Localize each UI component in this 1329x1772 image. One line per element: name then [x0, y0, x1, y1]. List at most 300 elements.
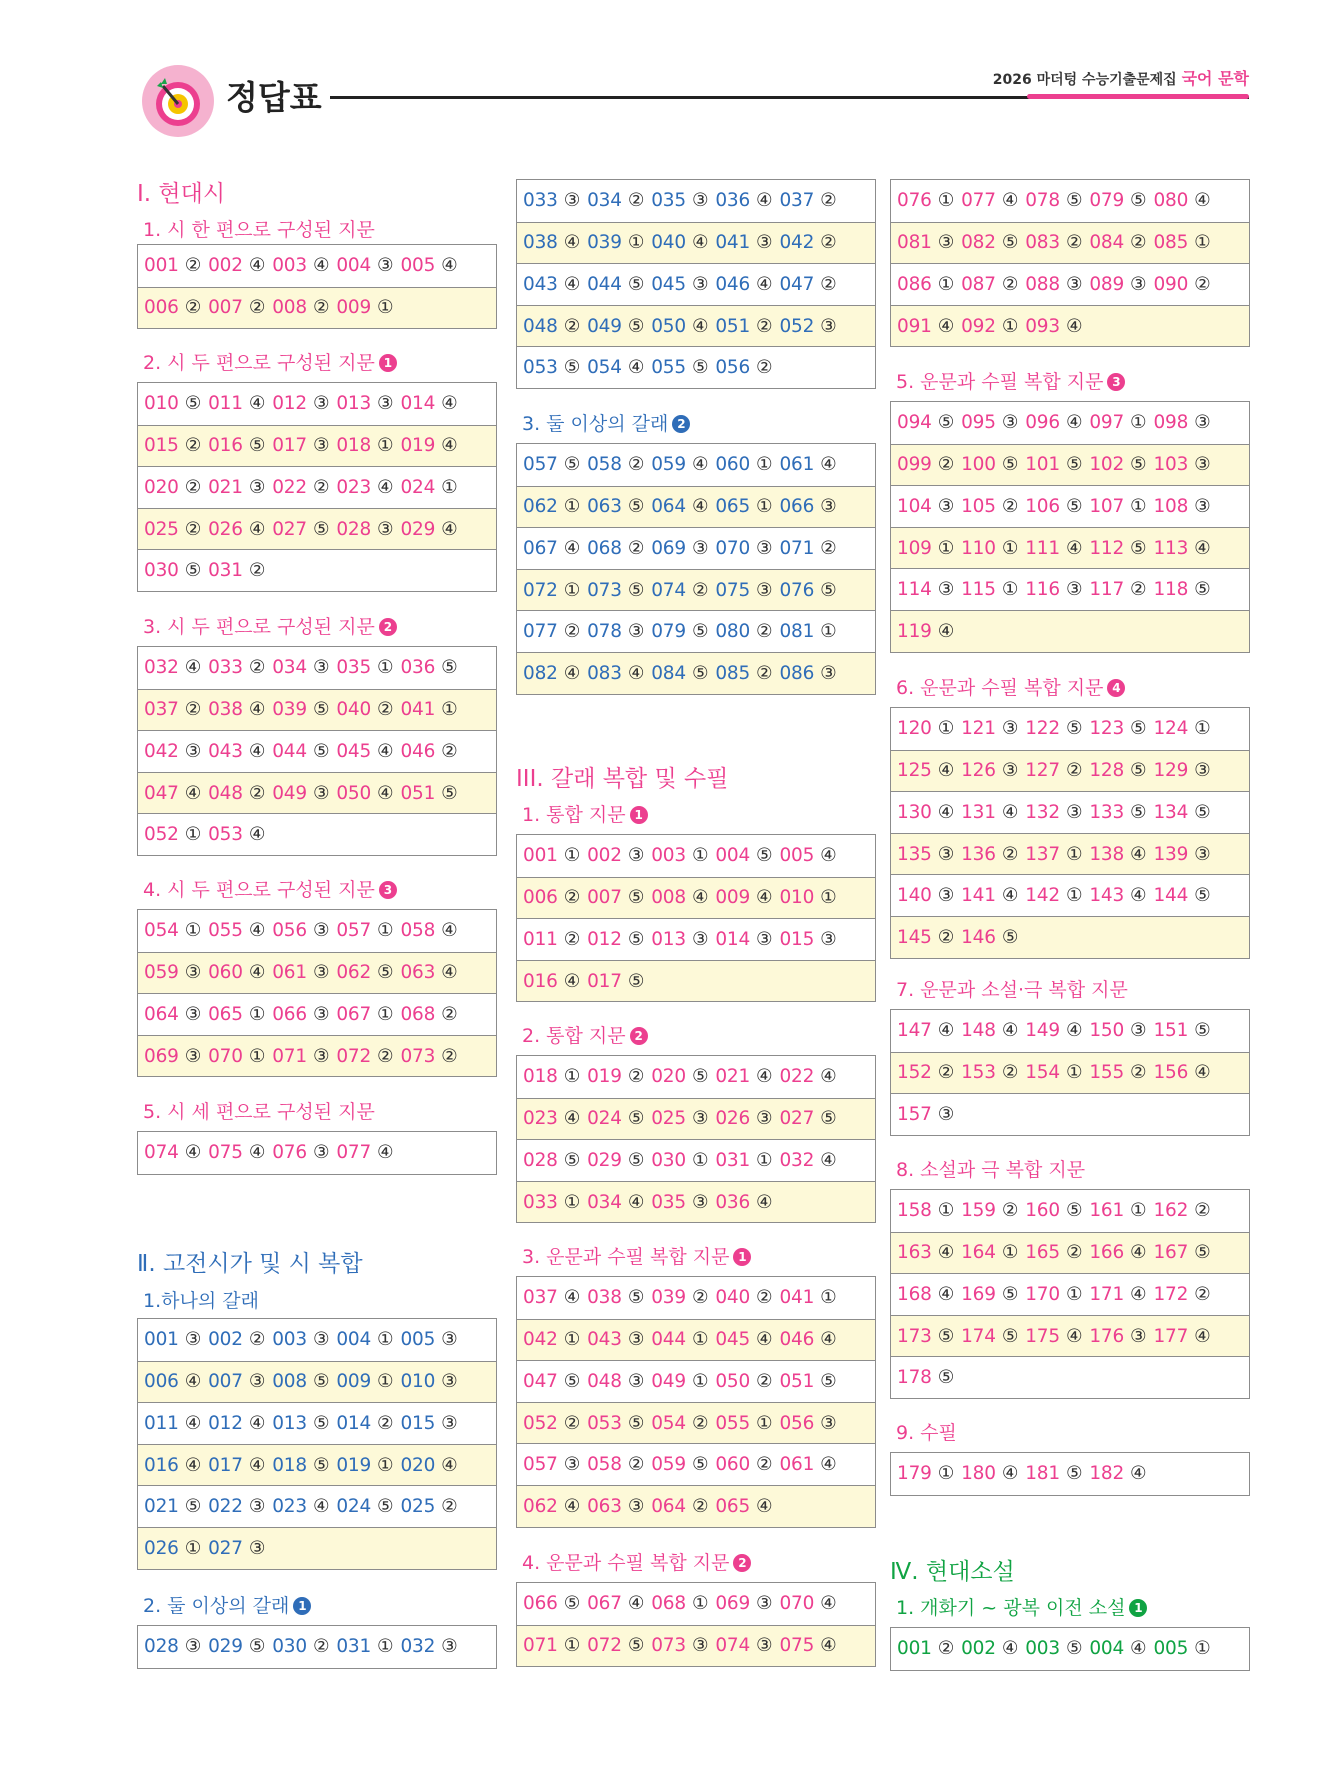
question-number: 079: [1089, 190, 1125, 212]
question-number: 045: [651, 273, 686, 295]
answer-choice: ④: [248, 962, 266, 984]
question-number: 074: [144, 1142, 179, 1164]
question-number: 132: [1025, 801, 1060, 823]
question-number: 182: [1089, 1463, 1125, 1485]
answer-choice: ②: [1065, 232, 1083, 254]
question-number: 005: [1153, 1638, 1189, 1660]
question-number: 078: [587, 621, 622, 643]
question-number: 004: [1089, 1638, 1125, 1660]
question-number: 075: [779, 1635, 815, 1657]
answer-choice: ①: [937, 1200, 955, 1222]
question-number: 026: [144, 1537, 179, 1559]
question-number: 163: [897, 1242, 932, 1264]
answer-choice: ④: [1001, 885, 1019, 907]
answer-choice: ④: [820, 1329, 837, 1351]
section-title: [143, 1097, 375, 1124]
question-number: 032: [779, 1149, 815, 1171]
question-number: 051: [715, 315, 751, 337]
question-number: 069: [715, 1593, 751, 1615]
answer-choice: ②: [1130, 579, 1147, 601]
answer-choice: ④: [1001, 1463, 1019, 1485]
answer-choice: ⑤: [1130, 537, 1147, 559]
question-number: 015: [144, 435, 179, 457]
question-number: 015: [779, 928, 815, 950]
question-number: 043: [208, 740, 243, 762]
question-number: 039: [587, 232, 622, 254]
question-number: 018: [523, 1066, 558, 1088]
answer-choice: ④: [937, 1020, 955, 1042]
part-title: Ⅱ. 고전시가 및 시 복합: [137, 1251, 363, 1277]
answer-choice: ④: [1130, 885, 1147, 907]
question-number: 065: [208, 1003, 243, 1025]
question-number: 104: [897, 495, 932, 517]
answer-row: [138, 245, 496, 287]
question-number: 159: [961, 1200, 996, 1222]
answer-choice: ⑤: [248, 435, 266, 457]
answer-choice: ②: [820, 190, 837, 212]
question-number: 058: [587, 454, 622, 476]
answer-choice: ④: [691, 454, 709, 476]
question-number: 029: [587, 1149, 622, 1171]
answer-choice: ①: [1130, 495, 1147, 517]
answer-choice: ①: [377, 1636, 394, 1658]
question-number: 147: [897, 1020, 932, 1042]
question-number: 090: [1153, 273, 1189, 295]
question-number: 107: [1089, 495, 1125, 517]
answer-choice: ②: [937, 1062, 955, 1084]
answer-choice: ①: [563, 1066, 581, 1088]
answer-choice: ①: [756, 496, 773, 518]
section-title-text: 1. 시 한 편으로 구성된 지문: [143, 219, 375, 241]
answer-choice: ⑤: [248, 1636, 266, 1658]
question-number: 028: [523, 1149, 558, 1171]
answer-choice: ②: [184, 699, 202, 721]
question-number: 034: [587, 1191, 622, 1213]
answer-choice: ①: [441, 699, 458, 721]
question-number: 035: [336, 657, 372, 679]
answer-choice: ④: [563, 970, 581, 992]
answer-row: [891, 222, 1249, 264]
answer-choice: ②: [1065, 760, 1083, 782]
answer-row: [517, 960, 875, 1002]
question-number: 067: [523, 537, 558, 559]
answer-choice: ②: [184, 297, 202, 319]
answer-choice: ④: [937, 620, 955, 642]
answer-choice: ②: [691, 1495, 709, 1517]
question-number: 021: [208, 476, 243, 498]
book-info: [993, 66, 1249, 89]
answer-choice: ④: [563, 1287, 581, 1309]
answer-choice: ④: [691, 496, 709, 518]
answer-choice: ④: [184, 1142, 202, 1164]
answer-choice: ④: [441, 435, 458, 457]
question-number: 001: [144, 1329, 179, 1351]
question-number: 105: [961, 495, 996, 517]
answer-choice: ①: [377, 657, 394, 679]
section-title-text: 2. 통합 지문: [522, 1025, 626, 1047]
question-number: 042: [523, 1329, 558, 1351]
answer-choice: ⑤: [1001, 1325, 1019, 1347]
answer-choice: ①: [377, 435, 394, 457]
question-number: 005: [779, 845, 815, 867]
question-number: 149: [1025, 1020, 1060, 1042]
answer-choice: ⑤: [1065, 1200, 1083, 1222]
question-number: 068: [587, 537, 622, 559]
answer-choice: ②: [756, 357, 773, 379]
question-number: 071: [523, 1635, 558, 1657]
question-number: 074: [651, 579, 686, 601]
section-title-text: 2. 둘 이상의 갈래: [143, 1595, 290, 1617]
answer-table: [137, 382, 497, 592]
question-number: 010: [400, 1371, 436, 1393]
question-number: 010: [779, 887, 815, 909]
answer-choice: ⑤: [627, 579, 645, 601]
question-number: 051: [400, 782, 436, 804]
question-number: 011: [523, 928, 558, 950]
answer-choice: ②: [184, 476, 202, 498]
question-number: 059: [144, 962, 179, 984]
question-number: 160: [1025, 1200, 1060, 1222]
answer-choice: ①: [756, 1149, 773, 1171]
question-number: 038: [208, 699, 243, 721]
question-number: 067: [587, 1593, 622, 1615]
answer-choice: ②: [820, 537, 837, 559]
question-number: 032: [144, 657, 179, 679]
question-number: 110: [961, 537, 996, 559]
question-number: 004: [336, 255, 372, 277]
question-number: 064: [651, 1495, 686, 1517]
section-title: [896, 1155, 1085, 1182]
question-number: 086: [779, 662, 815, 684]
section-title-text: 5. 운문과 수필 복합 지문: [896, 371, 1104, 393]
question-number: 161: [1089, 1200, 1125, 1222]
question-number: 001: [897, 1638, 932, 1660]
question-number: 020: [144, 476, 179, 498]
question-number: 029: [400, 518, 436, 540]
part-title: Ⅳ. 현대소설: [890, 1559, 1015, 1585]
question-number: 039: [272, 699, 307, 721]
question-number: 140: [897, 885, 932, 907]
question-number: 072: [587, 1635, 622, 1657]
question-number: 115: [961, 579, 996, 601]
section-title-text: 1. 통합 지문: [522, 804, 626, 826]
section-number-badge: 2: [733, 1554, 751, 1572]
answer-choice: ③: [1130, 1325, 1147, 1347]
answer-table: [137, 646, 497, 856]
section-title: [896, 673, 1125, 700]
question-number: 022: [208, 1496, 243, 1518]
answer-choice: ④: [248, 699, 266, 721]
answer-choice: ③: [563, 1454, 581, 1476]
answer-choice: ④: [377, 1142, 394, 1164]
question-number: 078: [1025, 190, 1060, 212]
answer-choice: ③: [820, 496, 837, 518]
section-title: [522, 409, 690, 436]
question-number: 047: [523, 1370, 558, 1392]
answer-choice: ①: [756, 1412, 773, 1434]
question-number: 119: [897, 620, 932, 642]
answer-row: [891, 263, 1249, 305]
question-number: 128: [1089, 760, 1125, 782]
question-number: 028: [336, 518, 372, 540]
answer-table: [137, 909, 497, 1077]
answer-row: [138, 1444, 496, 1486]
answer-choice: ③: [756, 537, 773, 559]
answer-choice: ④: [441, 393, 458, 415]
answer-row: [517, 1443, 875, 1485]
question-number: 033: [523, 190, 558, 212]
answer-choice: ①: [563, 845, 581, 867]
question-number: 039: [651, 1287, 686, 1309]
question-number: 036: [715, 1191, 751, 1213]
answer-choice: ⑤: [1001, 926, 1019, 948]
section-title-text: 4. 시 두 편으로 구성된 지문: [143, 879, 375, 901]
question-number: 084: [1089, 232, 1125, 254]
answer-choice: ④: [441, 920, 458, 942]
answer-choice: ②: [1001, 843, 1019, 865]
section-title-text: 3. 운문과 수필 복합 지문: [522, 1246, 730, 1268]
part-title: Ⅰ. 현대시: [137, 181, 226, 207]
section-title: [896, 367, 1125, 394]
question-number: 014: [715, 928, 751, 950]
answer-choice: ③: [756, 1593, 773, 1615]
question-number: 024: [587, 1108, 622, 1130]
answer-choice: ④: [248, 518, 266, 540]
question-number: 084: [651, 662, 686, 684]
answer-choice: ②: [377, 1045, 394, 1067]
question-number: 037: [523, 1287, 558, 1309]
question-number: 137: [1025, 843, 1060, 865]
question-number: 066: [779, 496, 815, 518]
section-title-text: 1.하나의 갈래: [143, 1290, 259, 1312]
answer-row: [517, 918, 875, 960]
answer-choice: ②: [563, 1412, 581, 1434]
question-number: 085: [715, 662, 751, 684]
answer-choice: ⑤: [1065, 190, 1083, 212]
answer-choice: ②: [1194, 1283, 1211, 1305]
question-number: 167: [1153, 1242, 1189, 1264]
question-number: 077: [523, 621, 558, 643]
answer-choice: ④: [184, 782, 202, 804]
answer-choice: ⑤: [1194, 1242, 1211, 1264]
question-number: 033: [208, 657, 243, 679]
page-title: 정답표: [226, 78, 322, 117]
question-number: 060: [715, 454, 751, 476]
question-number: 151: [1153, 1020, 1189, 1042]
answer-choice: ①: [1001, 1242, 1019, 1264]
answer-choice: ⑤: [627, 1287, 645, 1309]
question-number: 061: [779, 1454, 815, 1476]
answer-row: [138, 508, 496, 550]
answer-choice: ③: [627, 621, 645, 643]
question-number: 025: [651, 1108, 686, 1130]
question-number: 012: [587, 928, 622, 950]
question-number: 153: [961, 1062, 996, 1084]
answer-choice: ③: [937, 579, 955, 601]
question-number: 003: [651, 845, 686, 867]
answer-choice: ④: [937, 801, 955, 823]
answer-choice: ③: [184, 962, 202, 984]
answer-table: [890, 1009, 1250, 1136]
answer-choice: ④: [1130, 1242, 1147, 1264]
question-number: 004: [336, 1329, 372, 1351]
answer-choice: ⑤: [1065, 1463, 1083, 1485]
answer-choice: ⑤: [312, 740, 330, 762]
question-number: 092: [961, 315, 996, 337]
question-number: 029: [208, 1636, 243, 1658]
answer-choice: ①: [1194, 1638, 1211, 1660]
question-number: 168: [897, 1283, 932, 1305]
answer-choice: ⑤: [691, 621, 709, 643]
answer-table: [137, 1625, 497, 1669]
answer-choice: ⑤: [691, 357, 709, 379]
question-number: 121: [961, 718, 996, 740]
question-number: 027: [779, 1108, 815, 1130]
question-number: 100: [961, 454, 996, 476]
answer-choice: ③: [1130, 1020, 1147, 1042]
answer-row: [891, 874, 1249, 916]
answer-row: [517, 346, 875, 388]
question-number: 054: [144, 920, 179, 942]
question-number: 054: [651, 1412, 686, 1434]
answer-choice: ④: [377, 740, 394, 762]
answer-choice: ②: [756, 1370, 773, 1392]
answer-row: [891, 708, 1249, 750]
question-number: 049: [651, 1370, 686, 1392]
answer-choice: ③: [248, 1496, 266, 1518]
question-number: 148: [961, 1020, 996, 1042]
answer-choice: ③: [312, 1329, 330, 1351]
answer-choice: ④: [1001, 801, 1019, 823]
answer-choice: ⑤: [1194, 801, 1211, 823]
question-number: 117: [1089, 579, 1125, 601]
question-number: 017: [272, 435, 307, 457]
answer-choice: ②: [441, 1045, 458, 1067]
answer-choice: ③: [312, 435, 330, 457]
answer-choice: ②: [1001, 273, 1019, 295]
answer-choice: ⑤: [563, 1149, 581, 1171]
answer-choice: ③: [1001, 718, 1019, 740]
answer-choice: ⑤: [1001, 454, 1019, 476]
answer-choice: ②: [1001, 1062, 1019, 1084]
question-number: 060: [208, 962, 243, 984]
answer-choice: ④: [756, 887, 773, 909]
question-number: 097: [1089, 412, 1125, 434]
question-number: 058: [587, 1454, 622, 1476]
question-number: 018: [272, 1454, 307, 1476]
answer-choice: ④: [820, 845, 837, 867]
question-number: 076: [897, 190, 932, 212]
answer-choice: ②: [248, 297, 266, 319]
question-number: 093: [1025, 315, 1060, 337]
question-number: 079: [651, 621, 686, 643]
answer-choice: ②: [756, 1287, 773, 1309]
answer-choice: ③: [820, 1412, 837, 1434]
question-number: 006: [523, 887, 558, 909]
answer-choice: ③: [1065, 579, 1083, 601]
question-number: 181: [1025, 1463, 1060, 1485]
section-number-badge: 3: [1107, 373, 1125, 391]
answer-choice: ④: [756, 1066, 773, 1088]
question-number: 043: [587, 1329, 622, 1351]
question-number: 008: [272, 297, 307, 319]
answer-row: [138, 1527, 496, 1569]
answer-row: [138, 772, 496, 814]
answer-row: [138, 910, 496, 952]
answer-choice: ③: [312, 920, 330, 942]
answer-row: [891, 1190, 1249, 1232]
answer-choice: ③: [312, 393, 330, 415]
answer-row: [138, 730, 496, 772]
question-number: 046: [400, 740, 436, 762]
answer-row: [138, 383, 496, 425]
answer-choice: ③: [756, 1635, 773, 1657]
answer-choice: ②: [627, 537, 645, 559]
question-number: 062: [523, 496, 558, 518]
answer-choice: ⑤: [312, 699, 330, 721]
answer-choice: ④: [820, 1454, 837, 1476]
question-number: 001: [523, 845, 558, 867]
answer-choice: ③: [627, 1495, 645, 1517]
question-number: 134: [1153, 801, 1189, 823]
answer-choice: ①: [756, 454, 773, 476]
question-number: 072: [336, 1045, 372, 1067]
answer-choice: ⑤: [1194, 885, 1211, 907]
section-number-badge: 2: [630, 1027, 648, 1045]
answer-row: [891, 610, 1249, 652]
answer-choice: ②: [756, 662, 773, 684]
answer-row: [891, 1010, 1249, 1052]
question-number: 030: [272, 1636, 307, 1658]
question-number: 082: [523, 662, 558, 684]
answer-choice: ⑤: [563, 1370, 581, 1392]
answer-row: [891, 833, 1249, 875]
answer-choice: ④: [820, 1593, 837, 1615]
answer-choice: ①: [1001, 579, 1019, 601]
question-number: 070: [715, 537, 751, 559]
question-number: 127: [1025, 760, 1060, 782]
answer-row: [517, 1181, 875, 1223]
target-icon: [141, 64, 215, 138]
section-number-badge: 3: [379, 881, 397, 899]
question-number: 094: [897, 412, 932, 434]
question-number: 004: [715, 845, 751, 867]
question-number: 013: [336, 393, 372, 415]
answer-choice: ⑤: [627, 970, 645, 992]
answer-choice: ③: [1194, 843, 1211, 865]
question-number: 056: [779, 1412, 815, 1434]
question-number: 020: [651, 1066, 686, 1088]
answer-choice: ④: [248, 393, 266, 415]
answer-choice: ②: [563, 928, 581, 950]
question-number: 016: [523, 970, 558, 992]
question-number: 077: [336, 1142, 372, 1164]
answer-choice: ②: [248, 782, 266, 804]
question-number: 154: [1025, 1062, 1060, 1084]
answer-choice: ②: [756, 1454, 773, 1476]
question-number: 057: [523, 454, 558, 476]
answer-choice: ②: [563, 315, 581, 337]
answer-choice: ①: [691, 1149, 709, 1171]
answer-choice: ⑤: [184, 393, 202, 415]
answer-choice: ②: [184, 435, 202, 457]
answer-choice: ④: [184, 1412, 202, 1434]
answer-choice: ④: [248, 1454, 266, 1476]
answer-choice: ⑤: [627, 273, 645, 295]
answer-choice: ①: [377, 1003, 394, 1025]
answer-row: [517, 527, 875, 569]
question-number: 007: [587, 887, 622, 909]
